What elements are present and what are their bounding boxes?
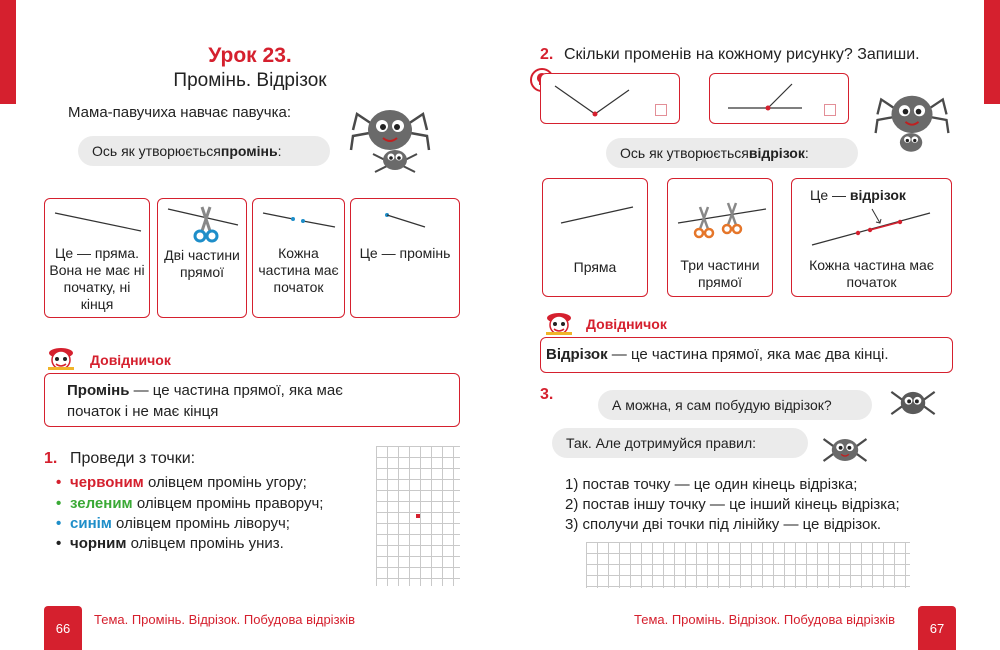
answer-box-1[interactable] (655, 104, 667, 116)
helper-character-icon (542, 310, 576, 336)
speech-bubble-segment (606, 138, 858, 168)
bubble-text: Ось як утворюється (92, 143, 221, 159)
definition-text: — це частина прямої, яка має два кінці. (607, 346, 889, 363)
bubble-suffix: : (277, 143, 282, 159)
intro-text: Мама-павучиха навчає павучка: (68, 104, 292, 121)
definition-ray-box (44, 373, 460, 427)
start-point-icon (416, 514, 420, 518)
bubble-text: Так. Але дотримуйся правил: (566, 435, 757, 451)
item-bold: чорним (70, 535, 127, 552)
rule-2: 2) постав іншу точку — це інший кінець відрізка; (565, 496, 900, 513)
bubble-suffix: : (804, 145, 809, 161)
drawing-grid-task1[interactable] (376, 446, 460, 586)
bubble-text: Ось як утворюється (620, 145, 749, 161)
page-number-left: 66 (44, 606, 82, 650)
lesson-title: Урок 23. (208, 44, 292, 67)
bullet-icon: • (56, 474, 62, 491)
bubble-bold: відрізок (748, 145, 805, 161)
line-figure (51, 207, 145, 237)
definition-line2: початок і не має кінця (67, 403, 219, 420)
right-edge-tab (984, 0, 1000, 104)
card-line-right-text: Пряма (573, 259, 617, 275)
item-rest: олівцем промінь ліворуч; (111, 515, 290, 532)
card-line-right (542, 178, 648, 297)
speech-bubble-question (598, 390, 872, 420)
card-line (44, 198, 150, 318)
card-ray-text: Це — промінь (359, 245, 451, 261)
card-start (252, 198, 345, 318)
task2-text: Скільки променів на кожному рисунку? Запиши. (564, 46, 920, 63)
definition-text: — це частина прямої, яка має (129, 382, 343, 399)
three-rays-figure (724, 78, 824, 120)
card-start-text: Кожна частина має початок (258, 245, 339, 295)
task1-item-black (56, 535, 284, 552)
card-segment-text: Кожна частина має початок (809, 257, 934, 290)
angle-rays-figure (551, 78, 641, 120)
scissors-icon (676, 197, 768, 239)
item-bold: синім (70, 515, 112, 532)
line-figure (557, 201, 637, 231)
spider-kid-icon (888, 380, 938, 426)
rule-3: 3) сполучи дві точки під лінійку — це відрізок. (565, 516, 882, 533)
spider-mother-icon (870, 80, 954, 160)
task1-item-red (56, 474, 307, 491)
definition-line1 (67, 382, 343, 399)
card-three-parts-text: Три частини прямої (680, 257, 760, 290)
spider-mother-icon (345, 96, 435, 176)
task1-item-blue (56, 515, 290, 532)
bubble-bold: промінь (220, 143, 278, 159)
drawing-grid-task3[interactable] (586, 542, 910, 588)
card-line-text: Це — пряма. Вона не має ні початку, ні кінця (49, 245, 145, 312)
definition-term: Промінь (67, 382, 130, 399)
helper-label-right: Довідничок (586, 316, 667, 332)
bullet-icon: • (56, 495, 62, 512)
card-two-parts (157, 198, 247, 318)
item-rest: олівцем промінь униз. (126, 535, 284, 552)
scissors-icon (164, 203, 242, 243)
segment-label (810, 187, 906, 203)
bullet-icon: • (56, 535, 62, 552)
definition-term: Відрізок (546, 346, 608, 363)
footer-text-left: Тема. Промінь. Відрізок. Побудова відрізків (94, 612, 356, 627)
task1-item-green (56, 495, 323, 512)
answer-box-2[interactable] (824, 104, 836, 116)
item-bold: зеленим (70, 495, 133, 512)
item-rest: олівцем промінь угору; (143, 474, 307, 491)
task2-figure-2 (709, 73, 849, 124)
item-rest: олівцем промінь праворуч; (132, 495, 324, 512)
bubble-text: А можна, я сам побудую відрізок? (612, 397, 832, 413)
task1-text: Проведи з точки: (70, 450, 196, 467)
bullet-icon: • (56, 515, 62, 532)
footer-text-right: Тема. Промінь. Відрізок. Побудова відрізків (634, 612, 896, 627)
task1-number: 1. (44, 450, 58, 467)
card-two-parts-text: Дві частини прямої (164, 247, 240, 280)
spider-mother-small-icon (818, 428, 872, 472)
task2-figure-1 (540, 73, 680, 124)
task3-number: 3. (540, 386, 554, 403)
two-rays-figure (259, 207, 339, 231)
ray-figure (371, 209, 451, 233)
definition-segment-text (546, 346, 889, 363)
card-ray (350, 198, 460, 318)
card-segment (791, 178, 952, 297)
speech-bubble-answer (552, 428, 808, 458)
segment-label-prefix: Це — (810, 187, 850, 203)
speech-bubble-ray (78, 136, 330, 166)
segment-label-bold: відрізок (849, 187, 906, 203)
helper-character-icon (44, 345, 78, 371)
definition-segment-box (540, 337, 953, 373)
task2-number: 2. (540, 46, 554, 63)
rule-1: 1) постав точку — це один кінець відрізка; (565, 476, 858, 493)
helper-label: Довідничок (90, 352, 171, 368)
segment-figure (806, 205, 946, 249)
item-bold: червоним (70, 474, 144, 491)
lesson-subtitle: Промінь. Відрізок (173, 70, 327, 91)
card-three-parts (667, 178, 773, 297)
page-number-right: 67 (918, 606, 956, 650)
